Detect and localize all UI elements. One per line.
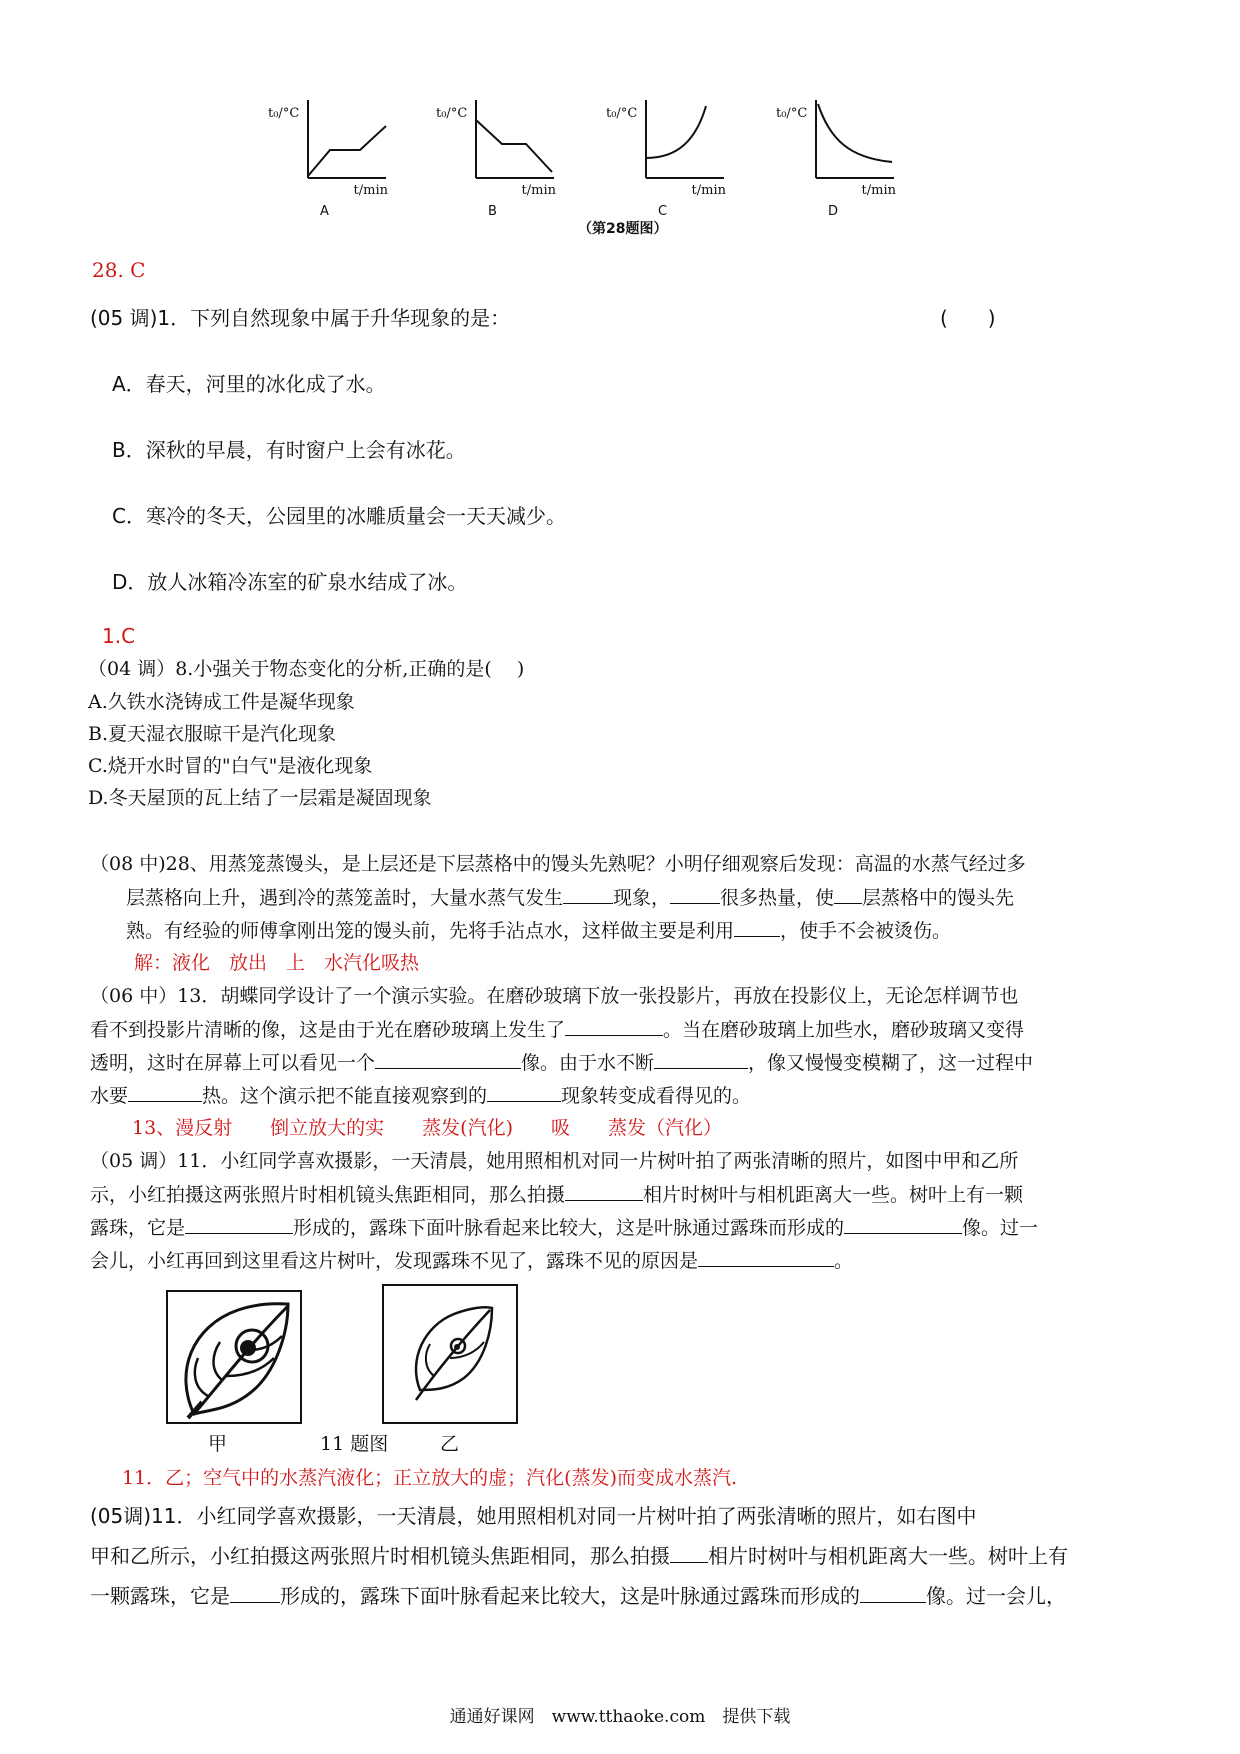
q13-line-2b: 。当在磨砂玻璃上加些水，磨砂玻璃又变得 bbox=[663, 1019, 1025, 1041]
q11a-line-3a: 露珠，它是 bbox=[90, 1217, 186, 1239]
q28-line-1: （08 中)28、用蒸笼蒸馒头，是上层还是下层蒸格中的馒头先熟呢？小明仔细观察后发现：高温的水蒸气经过多 bbox=[90, 853, 1026, 875]
q28-answer: 解：液化 放出 上 水汽化吸热 bbox=[134, 952, 420, 974]
graph-b-x-label: t/min bbox=[521, 183, 556, 198]
q11a-line-1: （05 调）11．小红同学喜欢摄影，一天清晨，她用照相机对同一片树叶拍了两张清晰的照片，如图中甲和乙所 bbox=[90, 1150, 1019, 1172]
q11a-blank-1 bbox=[565, 1182, 643, 1201]
q28-line-3 bbox=[126, 918, 951, 943]
q28-line-2c: 很多热量，使 bbox=[720, 887, 835, 909]
q11b-blank-3 bbox=[860, 1584, 926, 1603]
fig11-label-yi: 乙 bbox=[440, 1433, 460, 1455]
q11b-line-2 bbox=[90, 1544, 1068, 1568]
q28-line-2a: 层蒸格向上升，遇到冷的蒸笼盖时，大量水蒸气发生 bbox=[126, 887, 564, 909]
graph-b-y-label: t₀/°C bbox=[436, 106, 468, 121]
q11b-line-2b: 相片时树叶与相机距离大一些。树叶上有 bbox=[708, 1544, 1068, 1568]
q1-option-a: A．春天，河里的冰化成了水。 bbox=[112, 372, 386, 396]
q11b-line-1: (05调)11．小红同学喜欢摄影，一天清晨，她用照相机对同一片树叶拍了两张清晰的照片，如右图中 bbox=[90, 1504, 977, 1528]
q11b-line-3a: 一颗露珠，它是 bbox=[90, 1584, 230, 1608]
q1-stem: (05 调)1．下列自然现象中属于升华现象的是： bbox=[90, 306, 511, 330]
q11a-line-3b: 形成的，露珠下面叶脉看起来比较大，这是叶脉通过露珠而形成的 bbox=[293, 1217, 845, 1239]
q11a-line-2b: 相片时树叶与相机距离大一些。树叶上有一颗 bbox=[643, 1184, 1024, 1206]
q1-option-c: C．寒冷的冬天，公园里的冰雕质量会一天天减少。 bbox=[112, 504, 566, 528]
q13-answer: 13、漫反射 倒立放大的实 蒸发(汽化) 吸 蒸发（汽化） bbox=[132, 1117, 723, 1139]
leaf-photo-jia bbox=[166, 1290, 302, 1424]
q13-blank-3 bbox=[654, 1050, 748, 1069]
q1-answer-bracket: ( ) bbox=[940, 306, 996, 330]
q13-line-4 bbox=[90, 1083, 751, 1108]
graph-d-y-label: t₀/°C bbox=[776, 106, 808, 121]
q28-blank-2 bbox=[670, 885, 720, 904]
q13-line-2a: 看不到投影片清晰的像，这是由于光在磨砂玻璃上发生了 bbox=[90, 1019, 566, 1041]
q28-blank-4 bbox=[734, 918, 780, 937]
q13-blank-4 bbox=[128, 1083, 202, 1102]
q13-line-4b: 热。这个演示把不能直接观察到的 bbox=[202, 1085, 488, 1107]
q11a-line-2a: 示，小红拍摄这两张照片时相机镜头焦距相同，那么拍摄 bbox=[90, 1184, 566, 1206]
leaf-jia-icon bbox=[168, 1292, 300, 1422]
graph-c-x-label: t/min bbox=[691, 183, 726, 198]
q1-option-b: B．深秋的早晨，有时窗户上会有冰花。 bbox=[112, 438, 466, 462]
leaf-photo-yi bbox=[382, 1284, 518, 1424]
graph-c-y-label: t₀/°C bbox=[606, 106, 638, 121]
q28-line-3b: ，使手不会被烫伤。 bbox=[780, 920, 952, 942]
graph-a-label: A bbox=[320, 204, 329, 219]
q13-line-2 bbox=[90, 1017, 1024, 1042]
q11a-blank-2 bbox=[185, 1215, 293, 1234]
leaf-yi-icon bbox=[384, 1286, 516, 1422]
q28-line-2b: 现象， bbox=[613, 887, 671, 909]
q11a-line-4a: 会儿，小红再回到这里看这片树叶，发现露珠不见了，露珠不见的原因是 bbox=[90, 1250, 699, 1272]
q11b-line-3c: 像。过一会儿， bbox=[926, 1584, 1066, 1608]
q8-stem: （04 调）8.小强关于物态变化的分析,正确的是( ) bbox=[88, 658, 525, 680]
q11a-blank-3 bbox=[844, 1215, 962, 1234]
graph-c-label: C bbox=[658, 204, 668, 219]
q13-line-3a: 透明，这时在屏幕上可以看见一个 bbox=[90, 1052, 376, 1074]
fig11-caption: 11 题图 bbox=[320, 1433, 389, 1455]
q11b-line-2a: 甲和乙所示，小红拍摄这两张照片时相机镜头焦距相同，那么拍摄 bbox=[90, 1544, 670, 1568]
q11b-blank-1 bbox=[670, 1544, 708, 1563]
q11b-blank-2 bbox=[230, 1584, 280, 1603]
q11a-line-3 bbox=[90, 1215, 1038, 1240]
q8-option-a: A.久铁水浇铸成工件是凝华现象 bbox=[88, 691, 355, 713]
q28-line-2 bbox=[126, 885, 1014, 910]
q13-line-4a: 水要 bbox=[90, 1085, 129, 1107]
graph-b bbox=[436, 100, 556, 218]
graph-d bbox=[776, 100, 896, 218]
q13-line-4c: 现象转变成看得见的。 bbox=[561, 1085, 752, 1107]
graph-c bbox=[606, 100, 726, 218]
fig11-label-jia: 甲 bbox=[208, 1433, 228, 1455]
q1-option-d: D．放人冰箱冷冻室的矿泉水结成了冰。 bbox=[112, 570, 468, 594]
graph-a bbox=[268, 100, 388, 218]
graph-a-y-label: t₀/°C bbox=[268, 106, 300, 121]
q13-line-3 bbox=[90, 1050, 1033, 1075]
q1-answer: 1.C bbox=[102, 624, 136, 648]
q13-line-3b: 像。由于水不断 bbox=[521, 1052, 655, 1074]
q8-option-b: B.夏天湿衣服晾干是汽化现象 bbox=[88, 723, 337, 745]
q13-blank-2 bbox=[375, 1050, 521, 1069]
q13-blank-1 bbox=[565, 1017, 663, 1036]
q11a-line-4 bbox=[90, 1248, 853, 1273]
q13-line-1: （06 中）13．胡蝶同学设计了一个演示实验。在磨砂玻璃下放一张投影片，再放在投影仪上，无论怎样调节也 bbox=[90, 985, 1019, 1007]
answer-28: 28. C bbox=[92, 258, 146, 282]
q11a-blank-4 bbox=[698, 1248, 834, 1267]
q28-line-2d: 层蒸格中的馒头先 bbox=[862, 887, 1015, 909]
q8-option-c: C.烧开水时冒的"白气"是液化现象 bbox=[88, 755, 373, 777]
graph-d-label: D bbox=[828, 204, 839, 219]
graph-b-label: B bbox=[488, 204, 497, 219]
q11a-line-3c: 像。过一 bbox=[962, 1217, 1039, 1239]
q28-blank-1 bbox=[563, 885, 613, 904]
graph-d-x-label: t/min bbox=[861, 183, 896, 198]
q11a-answer: 11．乙；空气中的水蒸汽液化；正立放大的虚；汽化(蒸发)而变成水蒸汽. bbox=[122, 1467, 738, 1489]
q11b-line-3b: 形成的，露珠下面叶脉看起来比较大，这是叶脉通过露珠而形成的 bbox=[280, 1584, 860, 1608]
q28-blank-3 bbox=[834, 885, 862, 904]
q11a-line-2 bbox=[90, 1182, 1023, 1207]
q13-line-3c: ，像又慢慢变模糊了，这一过程中 bbox=[748, 1052, 1034, 1074]
graph-a-x-label: t/min bbox=[353, 183, 388, 198]
page-footer: 通通好课网 www.tthaoke.com 提供下载 bbox=[449, 1707, 791, 1727]
q28-line-3a: 熟。有经验的师傅拿刚出笼的馒头前，先将手沾点水，这样做主要是利用 bbox=[126, 920, 735, 942]
figure-28-caption: （第28题图） bbox=[578, 221, 668, 237]
q11b-line-3 bbox=[90, 1584, 1066, 1608]
q11a-line-4b: 。 bbox=[834, 1250, 854, 1272]
q8-option-d: D.冬天屋顶的瓦上结了一层霜是凝固现象 bbox=[88, 787, 432, 809]
q13-blank-5 bbox=[487, 1083, 561, 1102]
